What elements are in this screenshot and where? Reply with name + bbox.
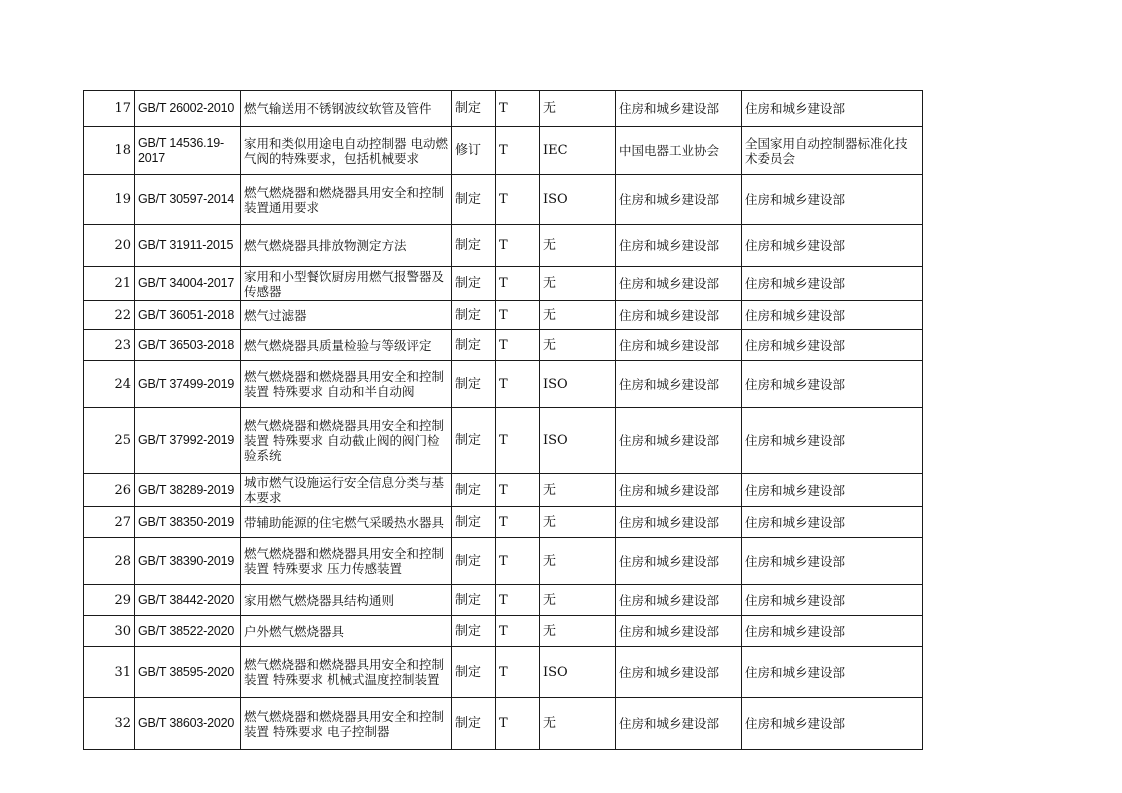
standard-name: 燃气燃烧器具质量检验与等级评定 xyxy=(241,330,452,361)
adoption-source: ISO xyxy=(540,408,616,474)
standard-code: GB/T 38350-2019 xyxy=(135,507,241,538)
standard-nature: T xyxy=(496,647,540,698)
standard-code: GB/T 31911-2015 xyxy=(135,225,241,267)
row-number: 18 xyxy=(84,127,135,175)
adoption-source: 无 xyxy=(540,91,616,127)
standard-name: 带辅助能源的住宅燃气采暖热水器具 xyxy=(241,507,452,538)
row-number: 24 xyxy=(84,361,135,408)
technical-committee: 住房和城乡建设部 xyxy=(742,538,923,585)
revision-type: 制定 xyxy=(452,330,496,361)
table-row xyxy=(84,267,923,301)
table-row xyxy=(84,361,923,408)
competent-department: 住房和城乡建设部 xyxy=(616,474,742,507)
adoption-source: 无 xyxy=(540,301,616,330)
standard-nature: T xyxy=(496,225,540,267)
row-number: 21 xyxy=(84,267,135,301)
technical-committee: 住房和城乡建设部 xyxy=(742,408,923,474)
table-row xyxy=(84,301,923,330)
standard-name: 城市燃气设施运行安全信息分类与基本要求 xyxy=(241,474,452,507)
standard-nature: T xyxy=(496,330,540,361)
standard-nature: T xyxy=(496,127,540,175)
technical-committee: 住房和城乡建设部 xyxy=(742,225,923,267)
adoption-source: 无 xyxy=(540,474,616,507)
technical-committee: 住房和城乡建设部 xyxy=(742,301,923,330)
row-number: 29 xyxy=(84,585,135,616)
revision-type: 制定 xyxy=(452,175,496,225)
table-row xyxy=(84,474,923,507)
adoption-source: 无 xyxy=(540,538,616,585)
row-number: 22 xyxy=(84,301,135,330)
competent-department: 住房和城乡建设部 xyxy=(616,361,742,408)
technical-committee: 住房和城乡建设部 xyxy=(742,585,923,616)
competent-department: 住房和城乡建设部 xyxy=(616,585,742,616)
revision-type: 制定 xyxy=(452,507,496,538)
table-row xyxy=(84,225,923,267)
standard-name: 燃气燃烧器和燃烧器具用安全和控制装置 特殊要求 压力传感装置 xyxy=(241,538,452,585)
standard-code: GB/T 38603-2020 xyxy=(135,698,241,750)
technical-committee: 住房和城乡建设部 xyxy=(742,267,923,301)
standard-code: GB/T 26002-2010 xyxy=(135,91,241,127)
standard-name: 家用和类似用途电自动控制器 电动燃气阀的特殊要求，包括机械要求 xyxy=(241,127,452,175)
row-number: 20 xyxy=(84,225,135,267)
row-number: 31 xyxy=(84,647,135,698)
standard-code: GB/T 38442-2020 xyxy=(135,585,241,616)
standard-code: GB/T 38390-2019 xyxy=(135,538,241,585)
table-row xyxy=(84,647,923,698)
standard-name: 家用燃气燃烧器具结构通则 xyxy=(241,585,452,616)
adoption-source: 无 xyxy=(540,507,616,538)
revision-type: 制定 xyxy=(452,698,496,750)
standard-nature: T xyxy=(496,585,540,616)
standard-name: 燃气燃烧器和燃烧器具用安全和控制装置 特殊要求 电子控制器 xyxy=(241,698,452,750)
competent-department: 住房和城乡建设部 xyxy=(616,538,742,585)
table-row xyxy=(84,585,923,616)
competent-department: 中国电器工业协会 xyxy=(616,127,742,175)
row-number: 19 xyxy=(84,175,135,225)
standard-code: GB/T 36503-2018 xyxy=(135,330,241,361)
revision-type: 制定 xyxy=(452,361,496,408)
adoption-source: ISO xyxy=(540,175,616,225)
standard-name: 燃气燃烧器和燃烧器具用安全和控制装置 特殊要求 自动和半自动阀 xyxy=(241,361,452,408)
table-row xyxy=(84,127,923,175)
standard-code: GB/T 36051-2018 xyxy=(135,301,241,330)
adoption-source: 无 xyxy=(540,267,616,301)
standard-nature: T xyxy=(496,175,540,225)
row-number: 17 xyxy=(84,91,135,127)
adoption-source: 无 xyxy=(540,225,616,267)
standard-nature: T xyxy=(496,698,540,750)
revision-type: 制定 xyxy=(452,616,496,647)
table-row xyxy=(84,538,923,585)
technical-committee: 住房和城乡建设部 xyxy=(742,698,923,750)
competent-department: 住房和城乡建设部 xyxy=(616,647,742,698)
row-number: 26 xyxy=(84,474,135,507)
table-row xyxy=(84,408,923,474)
adoption-source: 无 xyxy=(540,585,616,616)
competent-department: 住房和城乡建设部 xyxy=(616,91,742,127)
technical-committee: 住房和城乡建设部 xyxy=(742,616,923,647)
row-number: 32 xyxy=(84,698,135,750)
technical-committee: 住房和城乡建设部 xyxy=(742,330,923,361)
row-number: 25 xyxy=(84,408,135,474)
standard-code: GB/T 34004-2017 xyxy=(135,267,241,301)
standard-nature: T xyxy=(496,361,540,408)
revision-type: 制定 xyxy=(452,474,496,507)
table-row xyxy=(84,616,923,647)
technical-committee: 住房和城乡建设部 xyxy=(742,361,923,408)
revision-type: 制定 xyxy=(452,408,496,474)
standard-name: 燃气燃烧器具排放物测定方法 xyxy=(241,225,452,267)
standard-name: 燃气过滤器 xyxy=(241,301,452,330)
standard-name: 燃气燃烧器和燃烧器具用安全和控制装置 特殊要求 机械式温度控制装置 xyxy=(241,647,452,698)
standard-code: GB/T 38289-2019 xyxy=(135,474,241,507)
technical-committee: 住房和城乡建设部 xyxy=(742,474,923,507)
technical-committee: 住房和城乡建设部 xyxy=(742,647,923,698)
standard-name: 户外燃气燃烧器具 xyxy=(241,616,452,647)
adoption-source: ISO xyxy=(540,361,616,408)
technical-committee: 住房和城乡建设部 xyxy=(742,175,923,225)
standard-code: GB/T 38522-2020 xyxy=(135,616,241,647)
standards-table xyxy=(83,90,923,750)
standard-code: GB/T 37992-2019 xyxy=(135,408,241,474)
standard-code: GB/T 14536.19-2017 xyxy=(135,127,241,175)
standard-nature: T xyxy=(496,408,540,474)
adoption-source: 无 xyxy=(540,616,616,647)
revision-type: 制定 xyxy=(452,225,496,267)
competent-department: 住房和城乡建设部 xyxy=(616,507,742,538)
row-number: 27 xyxy=(84,507,135,538)
standard-name: 燃气燃烧器和燃烧器具用安全和控制装置通用要求 xyxy=(241,175,452,225)
revision-type: 制定 xyxy=(452,647,496,698)
competent-department: 住房和城乡建设部 xyxy=(616,330,742,361)
table-row xyxy=(84,330,923,361)
adoption-source: 无 xyxy=(540,330,616,361)
standard-nature: T xyxy=(496,507,540,538)
revision-type: 制定 xyxy=(452,585,496,616)
competent-department: 住房和城乡建设部 xyxy=(616,408,742,474)
revision-type: 制定 xyxy=(452,538,496,585)
revision-type: 制定 xyxy=(452,301,496,330)
standard-name: 燃气燃烧器和燃烧器具用安全和控制装置 特殊要求 自动截止阀的阀门检验系统 xyxy=(241,408,452,474)
standard-nature: T xyxy=(496,538,540,585)
technical-committee: 住房和城乡建设部 xyxy=(742,507,923,538)
adoption-source: ISO xyxy=(540,647,616,698)
adoption-source: IEC xyxy=(540,127,616,175)
revision-type: 制定 xyxy=(452,91,496,127)
row-number: 23 xyxy=(84,330,135,361)
revision-type: 修订 xyxy=(452,127,496,175)
standard-nature: T xyxy=(496,91,540,127)
competent-department: 住房和城乡建设部 xyxy=(616,698,742,750)
standard-name: 燃气输送用不锈钢波纹软管及管件 xyxy=(241,91,452,127)
technical-committee: 住房和城乡建设部 xyxy=(742,91,923,127)
standard-nature: T xyxy=(496,616,540,647)
competent-department: 住房和城乡建设部 xyxy=(616,175,742,225)
competent-department: 住房和城乡建设部 xyxy=(616,225,742,267)
table-row xyxy=(84,91,923,127)
competent-department: 住房和城乡建设部 xyxy=(616,616,742,647)
standard-name: 家用和小型餐饮厨房用燃气报警器及传感器 xyxy=(241,267,452,301)
standard-nature: T xyxy=(496,301,540,330)
row-number: 28 xyxy=(84,538,135,585)
standard-code: GB/T 38595-2020 xyxy=(135,647,241,698)
competent-department: 住房和城乡建设部 xyxy=(616,267,742,301)
technical-committee: 全国家用自动控制器标准化技术委员会 xyxy=(742,127,923,175)
row-number: 30 xyxy=(84,616,135,647)
table-row xyxy=(84,507,923,538)
table-row xyxy=(84,175,923,225)
standard-code: GB/T 37499-2019 xyxy=(135,361,241,408)
standard-nature: T xyxy=(496,267,540,301)
standard-code: GB/T 30597-2014 xyxy=(135,175,241,225)
table-row xyxy=(84,698,923,750)
adoption-source: 无 xyxy=(540,698,616,750)
competent-department: 住房和城乡建设部 xyxy=(616,301,742,330)
revision-type: 制定 xyxy=(452,267,496,301)
standard-nature: T xyxy=(496,474,540,507)
